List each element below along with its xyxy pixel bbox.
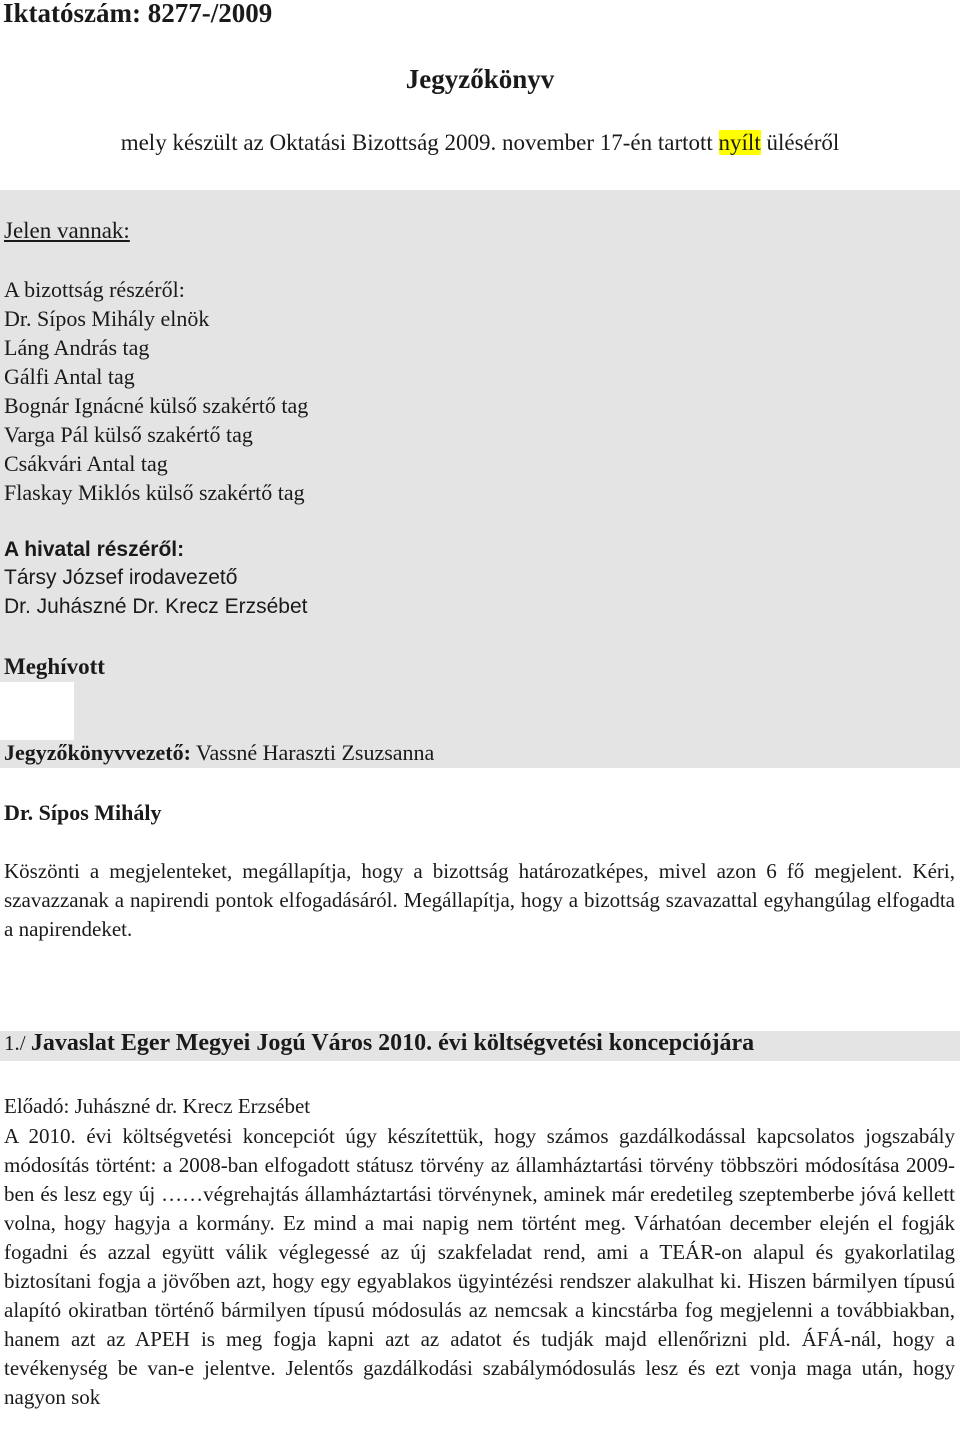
committee-member: Flaskay Miklós külső szakértő tag [4, 480, 305, 505]
agenda-item-number: 1./ [4, 1031, 26, 1055]
committee-member: Dr. Sípos Mihály elnök [4, 306, 210, 331]
agenda-presenter: Előadó: Juhászné dr. Krecz Erzsébet [4, 1094, 311, 1118]
office-heading: A hivatal részéről: [4, 538, 185, 561]
document-title: Jegyzőkönyv [405, 64, 555, 94]
shading-gap [0, 682, 74, 740]
opening-paragraph: Köszönti a megjelenteket, megállapítja, hogy a bizottság határozatképes, mivel azon 6 fő megjelent. Kéri, szavazzanak a napirendi pontok elfogadásáról. Megállapítja, hogy a bizottság szavazattal egyhangúlag elfogadta a napirendeket. [4, 859, 955, 941]
office-member: Dr. Juhászné Dr. Krecz Erzsébet [4, 595, 308, 618]
agenda-paragraph: A 2010. évi költségvetési koncepciót úgy készítettük, hogy számos gazdálkodással kapcsolatos jogszabály módosítás történt: a 2008-ban elfogadott státusz törvény az államháztartási törvény többszöri módosítása 2009- ben és lesz egy új ……végrehajtás államháztartási törvénynek, aminek már eredetileg szeptemberbe jóvá kellett volna, hogy hagyja a kormány. Ez mind a mai napig nem történt meg. Várhatóan december elején el fogják fogadni és azzal együtt válik véglegessé az új szakfeladat rend, ami a TEÁR-on alapul és gyakorlatilag biztosítani fogja a jövőben azt, hogy egy egyablakos ügyintézési rendszer alakulhat ki. Hiszen bármilyen típusú alapító okiratban történő bármilyen típusú módosulás az nemcsak a kincstárba fog megjelenni a továbbiakban, hanem azt az APEH is meg fogja kapni azt az adatot és tudják majd ellenőrizni pld. ÁFÁ-nál, hogy a tevékenység be van-e jelentve. Jelentős gazdálkodási szabálymódosulás lesz és ezt vonja maga után, hogy nagyon sok [4, 1124, 955, 1409]
agenda-item-heading [4, 1030, 754, 1057]
committee-member: Bognár Ignácné külső szakértő tag [4, 393, 309, 418]
subtitle-highlight: nyílt [718, 130, 761, 155]
subtitle-text-after: üléséről [760, 130, 840, 155]
recorder-line [4, 740, 434, 766]
agenda-item-title: Javaslat Eger Megyei Jogú Város 2010. évi költségvetési koncepciójára [30, 1030, 755, 1056]
committee-member: Láng András tag [4, 335, 150, 360]
opening-speaker: Dr. Sípos Mihály [4, 800, 162, 825]
office-member: Társy József irodavezető [4, 566, 238, 589]
present-heading: Jelen vannak: [4, 218, 130, 243]
committee-member: Csákvári Antal tag [4, 451, 168, 476]
recorder-label: Jegyzőkönyvvezető: [4, 740, 191, 765]
committee-heading: A bizottság részéről: [4, 277, 185, 302]
subtitle-text-before: mely készült az Oktatási Bizottság 2009. november 17-én tartott [120, 130, 719, 155]
invited-heading: Meghívott [4, 654, 105, 679]
committee-member: Varga Pál külső szakértő tag [4, 422, 253, 447]
committee-member: Gálfi Antal tag [4, 364, 135, 389]
recorder-name: Vassné Haraszti Zsuzsanna [190, 740, 435, 765]
reference-number: Iktatószám: 8277-/2009 [3, 0, 273, 28]
document-subtitle [0, 130, 960, 156]
